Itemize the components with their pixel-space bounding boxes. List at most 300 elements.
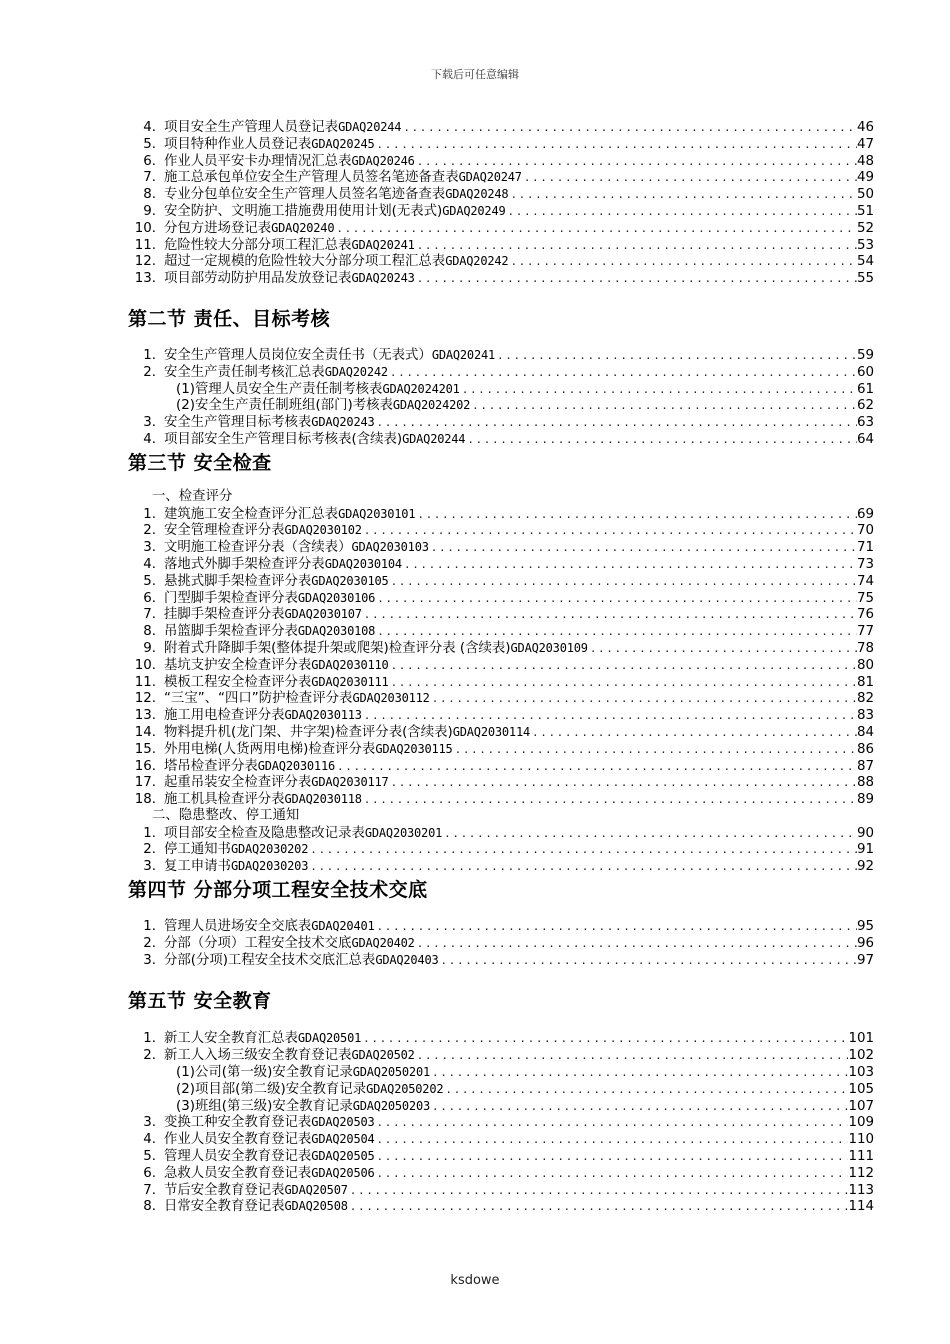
toc-entry-title: “三宝”、“四口”防护检查评分表 [164, 691, 353, 707]
toc-entry[interactable] [128, 1047, 874, 1064]
dot-leader [375, 1149, 849, 1166]
toc-entry-page-number: 107 [848, 1098, 874, 1114]
toc-entry-number: 1. [143, 347, 156, 363]
toc-entry[interactable] [128, 381, 874, 398]
toc-entry-page-number: 46 [856, 120, 874, 135]
toc-entry-code: GDAQ20508 [284, 1199, 348, 1214]
dot-leader [361, 1031, 848, 1048]
toc-entry-number: 3. [143, 952, 156, 968]
toc-group-technical-briefing [128, 918, 874, 968]
toc-entry-page-number: 81 [856, 674, 874, 690]
toc-entry-number: 1. [143, 919, 156, 935]
toc-entry-title: 分部（分项）工程安全技术交底 [164, 935, 352, 951]
toc-entry[interactable] [128, 1098, 874, 1115]
toc-entry-code: GDAQ2030107 [284, 607, 362, 622]
toc-entry[interactable] [128, 774, 874, 791]
dot-leader [415, 238, 857, 255]
toc-entry-page-number: 60 [856, 364, 874, 380]
dot-leader [402, 557, 857, 574]
toc-entry-code: GDAQ20241 [431, 347, 496, 362]
dot-leader [506, 204, 857, 221]
toc-entry-title: 起重吊装安全检查评分表 [164, 775, 312, 791]
page-footer: ksdowe [450, 1273, 500, 1288]
toc-entry-title: 物料提升机(龙门架、井字架)检查评分表(含续表) [164, 724, 453, 740]
toc-entry-title: 超过一定规模的危险性较大分部分项工程汇总表 [164, 254, 446, 270]
toc-entry-number: 1. [143, 506, 156, 522]
toc-entry-page-number: 113 [848, 1182, 874, 1198]
toc-entry-page-number: 71 [856, 540, 874, 556]
dot-leader [429, 540, 857, 557]
toc-group-responsibility [128, 347, 874, 448]
toc-entry-code: GDAQ2030113 [284, 708, 362, 723]
dot-leader [362, 523, 857, 540]
dot-leader [442, 826, 857, 843]
toc-entry[interactable] [128, 397, 874, 414]
toc-entry-number: 7. [143, 1182, 156, 1198]
toc-entry[interactable] [128, 623, 874, 640]
toc-entry-code: GDAQ20401 [311, 919, 375, 934]
toc-entry-number: 11. [134, 674, 156, 690]
toc-entry[interactable] [128, 707, 874, 724]
toc-entry-title: 变换工种安全教育登记表 [164, 1115, 312, 1131]
toc-entry[interactable] [128, 522, 874, 539]
toc-entry[interactable] [128, 640, 874, 657]
toc-entry[interactable] [128, 169, 874, 186]
dot-leader [362, 708, 857, 725]
toc-entry-number: 4. [143, 120, 156, 135]
dot-leader [362, 607, 857, 624]
toc-entry-number: 16. [134, 758, 156, 774]
toc-entry-number: 10. [134, 657, 156, 673]
toc-entry-code: GDAQ2030115 [375, 741, 453, 756]
toc-entry-title: 挂脚手架检查评分表 [164, 607, 285, 623]
toc-entry-page-number: 97 [856, 952, 874, 968]
toc-entry[interactable] [128, 952, 874, 969]
toc-entry-page-number: 114 [848, 1199, 874, 1215]
toc-entry[interactable] [128, 741, 874, 758]
toc-group-rectification [128, 825, 874, 875]
toc-entry-code: GDAQ20244 [338, 120, 402, 134]
toc-entry-code: GDAQ2030101 [338, 506, 416, 521]
dot-leader [401, 120, 857, 137]
toc-entry[interactable] [128, 858, 874, 875]
toc-entry-code: GDAQ20501 [297, 1031, 362, 1046]
toc-entry-number: 8. [143, 1199, 156, 1215]
toc-entry-page-number: 64 [856, 431, 874, 447]
toc-entry-code: GDAQ2030114 [452, 724, 530, 739]
toc-entry[interactable] [128, 539, 874, 556]
toc-entry-title: (1)公司(第一级)安全教育记录 [176, 1065, 353, 1081]
toc-entry-page-number: 95 [856, 919, 874, 935]
dot-leader [508, 254, 857, 271]
toc-entry-title: (2)项目部(第二级)安全教育记录 [176, 1081, 367, 1097]
toc-entry-title: 项目部安全检查及隐患整改记录表 [164, 825, 365, 841]
toc-entry-page-number: 59 [856, 347, 874, 363]
toc-entry-title: 作业人员平安卡办理情况汇总表 [164, 153, 352, 169]
toc-entry-number: 12. [134, 254, 156, 270]
toc-entry-number: 6. [143, 590, 156, 606]
toc-entry[interactable] [128, 606, 874, 623]
toc-entry-title: 塔吊检查评分表 [164, 758, 258, 774]
toc-entry-title: 建筑施工安全检查评分汇总表 [164, 506, 339, 522]
toc-entry[interactable] [128, 556, 874, 573]
toc-entry-page-number: 109 [848, 1115, 874, 1131]
toc-entry-title: 停工通知书 [164, 842, 231, 858]
toc-entry-code: GDAQ20247 [458, 170, 522, 185]
toc-entry[interactable] [128, 414, 874, 431]
toc-entry-number: 4. [143, 1132, 156, 1148]
toc-entry[interactable] [128, 590, 874, 607]
toc-entry-title: 管理人员进场安全交底表 [164, 919, 312, 935]
subsection-label-scoring: 一、检查评分 [152, 488, 233, 504]
toc-entry-title: 安全管理检查评分表 [164, 523, 285, 539]
toc-entry-title: 项目安全生产管理人员登记表 [164, 120, 339, 135]
toc-entry-title: (3)班组(第三级)安全教育记录 [176, 1098, 353, 1114]
toc-entry[interactable] [128, 431, 874, 448]
toc-entry-code: GDAQ2024202 [392, 398, 471, 413]
toc-entry-code: GDAQ20502 [351, 1048, 415, 1063]
dot-leader [375, 591, 857, 608]
toc-entry[interactable] [128, 1081, 874, 1098]
toc-entry-title: 作业人员安全教育登记表 [164, 1132, 312, 1148]
toc-entry-title: 吊篮脚手架检查评分表 [164, 624, 298, 640]
toc-entry-number: 3. [143, 859, 156, 875]
toc-entry-page-number: 73 [856, 556, 874, 572]
toc-entry-page-number: 69 [856, 506, 874, 522]
toc-entry-title: 附着式升降脚手架(整体提升架或爬架)检查评分表 (含续表) [164, 640, 511, 656]
toc-entry-page-number: 49 [856, 170, 874, 186]
toc-entry-page-number: 77 [856, 624, 874, 640]
toc-entry[interactable] [128, 1064, 874, 1081]
dot-leader [389, 658, 857, 675]
toc-entry-code: GDAQ2050201 [352, 1065, 430, 1080]
toc-entry-page-number: 63 [856, 415, 874, 431]
toc-entry-code: GDAQ2030116 [257, 758, 336, 773]
toc-entry-title: 专业分包单位安全生产管理人员签名笔迹备查表 [164, 187, 446, 203]
toc-entry[interactable] [128, 237, 874, 254]
toc-entry-code: GDAQ20243 [311, 415, 375, 430]
toc-entry-code: GDAQ20507 [284, 1182, 348, 1197]
toc-entry-title: 施工总承包单位安全生产管理人员签名笔迹备查表 [164, 170, 459, 186]
toc-group-safety-education [128, 1030, 874, 1215]
toc-entry-code: GDAQ2030117 [311, 775, 389, 790]
dot-leader [439, 953, 857, 970]
toc-entry-number: 7. [143, 607, 156, 623]
toc-entry-title: 节后安全教育登记表 [164, 1182, 285, 1198]
toc-entry-number: 8. [143, 624, 156, 640]
toc-entry-page-number: 112 [848, 1165, 874, 1181]
table-of-contents [128, 119, 874, 1215]
toc-entry-code: GDAQ20244 [402, 431, 466, 446]
toc-entry-code: GDAQ20242 [445, 254, 509, 269]
toc-entry-code: GDAQ20403 [375, 952, 439, 967]
toc-entry-code: GDAQ2050203 [352, 1098, 430, 1113]
toc-entry-title: 新工人入场三级安全教育登记表 [164, 1048, 352, 1064]
dot-leader [465, 432, 857, 449]
toc-entry-code: GDAQ2030111 [311, 674, 389, 689]
toc-entry[interactable] [128, 1198, 874, 1215]
dot-leader [375, 624, 857, 641]
toc-entry-page-number: 50 [856, 187, 874, 203]
toc-entry-title: 分包方进场登记表 [164, 220, 272, 236]
toc-entry[interactable] [128, 791, 874, 808]
dot-leader [415, 154, 857, 171]
toc-entry-title: 基坑支护安全检查评分表 [164, 657, 312, 673]
toc-entry-code: GDAQ2030203 [230, 859, 309, 874]
toc-entry-code: GDAQ2030118 [284, 792, 362, 807]
toc-entry-code: GDAQ2030109 [510, 640, 588, 655]
toc-entry-number: 1. [143, 825, 156, 841]
subsection-label-rectification: 二、隐患整改、停工通知 [152, 807, 300, 823]
toc-entry-page-number: 61 [856, 381, 874, 397]
toc-entry-page-number: 54 [856, 254, 874, 270]
toc-entry[interactable] [128, 657, 874, 674]
toc-entry-page-number: 92 [856, 859, 874, 875]
toc-entry-number: 3. [143, 415, 156, 431]
toc-entry[interactable] [128, 573, 874, 590]
toc-entry-number: 2. [143, 1048, 156, 1064]
toc-entry-code: GDAQ2024201 [382, 381, 460, 396]
toc-entry-code: GDAQ2030110 [311, 657, 389, 672]
dot-leader [389, 675, 857, 692]
toc-entry-title: 项目部劳动防护用品发放登记表 [164, 271, 352, 287]
toc-entry-number: 8. [143, 187, 156, 203]
toc-entry-code: GDAQ2030112 [352, 691, 430, 706]
toc-entry-number: 5. [143, 136, 156, 152]
toc-entry-code: GDAQ2030201 [364, 825, 443, 840]
toc-entry-number: 2. [143, 523, 156, 539]
toc-entry[interactable] [128, 203, 874, 220]
toc-entry-page-number: 80 [856, 657, 874, 673]
dot-leader [430, 691, 857, 708]
toc-entry-title: 悬挑式脚手架检查评分表 [164, 573, 312, 589]
toc-entry-number: 2. [143, 935, 156, 951]
dot-leader [460, 382, 857, 399]
toc-entry-page-number: 48 [856, 153, 874, 169]
toc-entry-number: 11. [134, 237, 156, 253]
toc-entry-page-number: 90 [856, 825, 874, 841]
dot-leader [375, 1132, 849, 1149]
toc-entry-title: (1)管理人员安全生产责任制考核表 [176, 381, 383, 397]
toc-entry-page-number: 86 [856, 741, 874, 757]
toc-entry-code: GDAQ20243 [351, 271, 415, 286]
toc-entry-code: GDAQ2030202 [230, 842, 309, 857]
dot-leader [308, 859, 857, 876]
toc-entry[interactable] [128, 1131, 874, 1148]
dot-leader [443, 1082, 848, 1099]
dot-leader [470, 398, 857, 415]
section-heading-5: 第五节 安全教育 [128, 990, 272, 1013]
toc-entry-title: 模板工程安全检查评分表 [164, 674, 312, 690]
toc-entry-number: 9. [143, 203, 156, 219]
toc-entry-page-number: 101 [848, 1031, 874, 1047]
toc-entry-code: GDAQ2030104 [324, 556, 402, 571]
toc-entry[interactable] [128, 1182, 874, 1199]
toc-entry-page-number: 55 [856, 271, 874, 287]
toc-group-inspection-scoring [128, 506, 874, 808]
toc-entry[interactable] [128, 136, 874, 153]
toc-entry[interactable] [128, 1114, 874, 1131]
dot-leader [348, 1183, 849, 1200]
toc-entry[interactable] [128, 253, 874, 270]
toc-entry-code: GDAQ20249 [442, 203, 506, 218]
toc-entry-page-number: 110 [848, 1132, 874, 1148]
dot-leader [495, 348, 857, 365]
dot-leader [453, 742, 857, 759]
dot-leader [389, 574, 857, 591]
dot-leader [362, 792, 857, 809]
toc-entry-number: 17. [134, 775, 156, 791]
dot-leader [415, 1048, 849, 1065]
dot-leader [430, 1099, 848, 1116]
toc-entry-number: 3. [143, 1115, 156, 1131]
toc-entry-page-number: 83 [856, 708, 874, 724]
toc-entry-title: 项目特种作业人员登记表 [164, 136, 312, 152]
toc-entry[interactable] [128, 153, 874, 170]
dot-leader [588, 641, 857, 658]
toc-entry-title: 日常安全教育登记表 [164, 1199, 285, 1215]
toc-entry-page-number: 75 [856, 590, 874, 606]
toc-entry-code: GDAQ20505 [311, 1149, 375, 1164]
toc-entry[interactable] [128, 918, 874, 935]
dot-leader [308, 842, 857, 859]
toc-entry-number: 18. [134, 792, 156, 808]
toc-entry-title: 门型脚手架检查评分表 [164, 590, 298, 606]
toc-entry-code: GDAQ2030103 [351, 540, 429, 555]
toc-entry-page-number: 105 [848, 1081, 874, 1097]
toc-entry-number: 14. [134, 724, 156, 740]
toc-entry-title: 施工用电检查评分表 [164, 708, 285, 724]
toc-entry-title: 安全生产责任制考核汇总表 [164, 364, 325, 380]
toc-entry-code: GDAQ20503 [311, 1115, 375, 1130]
toc-entry-title: 管理人员安全教育登记表 [164, 1149, 312, 1165]
toc-entry-page-number: 53 [856, 237, 874, 253]
dot-leader [508, 187, 857, 204]
toc-entry-title: 施工机具检查评分表 [164, 792, 285, 808]
toc-entry-number: 9. [143, 640, 156, 656]
section-heading-4: 第四节 分部分项工程安全技术交底 [128, 879, 428, 902]
dot-leader [430, 1065, 848, 1082]
toc-entry-page-number: 87 [856, 758, 874, 774]
toc-entry-code: GDAQ2050202 [366, 1081, 444, 1096]
toc-entry[interactable] [128, 1165, 874, 1182]
toc-entry-page-number: 47 [856, 136, 874, 152]
toc-entry-page-number: 78 [856, 640, 874, 656]
toc-entry-code: GDAQ20506 [311, 1165, 375, 1180]
toc-entry-title: 急救人员安全教育登记表 [164, 1165, 312, 1181]
toc-entry-title: 安全生产管理人员岗位安全责任书（无表式） [164, 347, 432, 363]
toc-entry-page-number: 96 [856, 935, 874, 951]
toc-entry[interactable] [128, 825, 874, 842]
toc-entry-code: GDAQ20402 [351, 935, 415, 950]
toc-entry-title: 危险性较大分部分项工程汇总表 [164, 237, 352, 253]
toc-entry-number: 4. [143, 556, 156, 572]
toc-entry[interactable] [128, 935, 874, 952]
toc-entry[interactable] [128, 347, 874, 364]
dot-leader [334, 221, 857, 238]
toc-entry-number: 12. [134, 691, 156, 707]
toc-entry-page-number: 89 [856, 792, 874, 808]
dot-leader [375, 415, 857, 432]
toc-entry[interactable] [128, 364, 874, 381]
toc-entry-number: 4. [143, 431, 156, 447]
toc-entry[interactable] [128, 758, 874, 775]
toc-entry-title: 复工申请书 [164, 859, 231, 875]
dot-leader [335, 759, 857, 776]
toc-entry[interactable] [128, 841, 874, 858]
dot-leader [389, 775, 857, 792]
toc-group-intro [128, 119, 874, 287]
toc-entry[interactable] [128, 186, 874, 203]
toc-entry-page-number: 84 [856, 724, 874, 740]
toc-entry-code: GDAQ20504 [311, 1132, 375, 1147]
toc-entry-page-number: 74 [856, 573, 874, 589]
toc-entry-code: GDAQ20240 [271, 220, 335, 235]
toc-entry-number: 13. [134, 708, 156, 724]
dot-leader [375, 919, 857, 936]
toc-entry-title: 文明施工检查评分表（含续表） [164, 540, 352, 556]
dot-leader [522, 170, 857, 187]
toc-entry[interactable] [128, 506, 874, 523]
dot-leader [415, 271, 857, 288]
toc-entry[interactable] [128, 1148, 874, 1165]
toc-entry-number: 15. [134, 741, 156, 757]
toc-entry-code: GDAQ2030102 [284, 523, 362, 538]
toc-entry-number: 5. [143, 1149, 156, 1165]
toc-entry[interactable] [128, 690, 874, 707]
page-header: 下载后可任意编辑 [431, 68, 519, 81]
toc-entry-code: GDAQ2030106 [297, 590, 376, 605]
toc-entry-code: GDAQ2030108 [297, 624, 376, 639]
toc-entry-number: 6. [143, 1165, 156, 1181]
toc-entry-code: GDAQ20245 [311, 136, 375, 151]
toc-entry-page-number: 88 [856, 775, 874, 791]
toc-entry-page-number: 103 [848, 1065, 874, 1081]
toc-entry-number: 7. [143, 170, 156, 186]
toc-entry[interactable] [128, 220, 874, 237]
toc-entry[interactable] [128, 119, 874, 136]
toc-entry-title: 落地式外脚手架检查评分表 [164, 556, 325, 572]
dot-leader [375, 1166, 849, 1183]
toc-entry[interactable] [128, 270, 874, 287]
toc-entry-code: GDAQ20241 [351, 237, 415, 252]
toc-entry-number: 2. [143, 364, 156, 380]
dot-leader [375, 1115, 849, 1132]
dot-leader [375, 137, 857, 154]
toc-entry-page-number: 76 [856, 607, 874, 623]
toc-entry[interactable] [128, 724, 874, 741]
toc-entry-page-number: 111 [848, 1149, 874, 1165]
dot-leader [388, 365, 857, 382]
dot-leader [415, 936, 857, 953]
toc-entry-number: 2. [143, 842, 156, 858]
toc-entry-title: 项目部安全生产管理目标考核表(含续表) [164, 431, 403, 447]
toc-entry[interactable] [128, 1030, 874, 1047]
toc-entry-page-number: 102 [848, 1048, 874, 1064]
toc-entry-title: (2)安全生产责任制班组(部门)考核表 [176, 398, 393, 414]
toc-entry-title: 分部(分项)工程安全技术交底汇总表 [164, 952, 376, 968]
toc-entry-code: GDAQ20242 [324, 364, 388, 379]
toc-entry-number: 10. [134, 220, 156, 236]
toc-entry[interactable] [128, 674, 874, 691]
toc-entry-page-number: 70 [856, 523, 874, 539]
toc-entry-code: GDAQ2030105 [311, 573, 389, 588]
toc-entry-title: 安全防护、文明施工措施费用使用计划(无表式) [164, 203, 443, 219]
toc-entry-page-number: 82 [856, 691, 874, 707]
toc-entry-title: 安全生产管理目标考核表 [164, 415, 312, 431]
toc-entry-number: 1. [143, 1031, 156, 1047]
toc-entry-page-number: 51 [856, 203, 874, 219]
